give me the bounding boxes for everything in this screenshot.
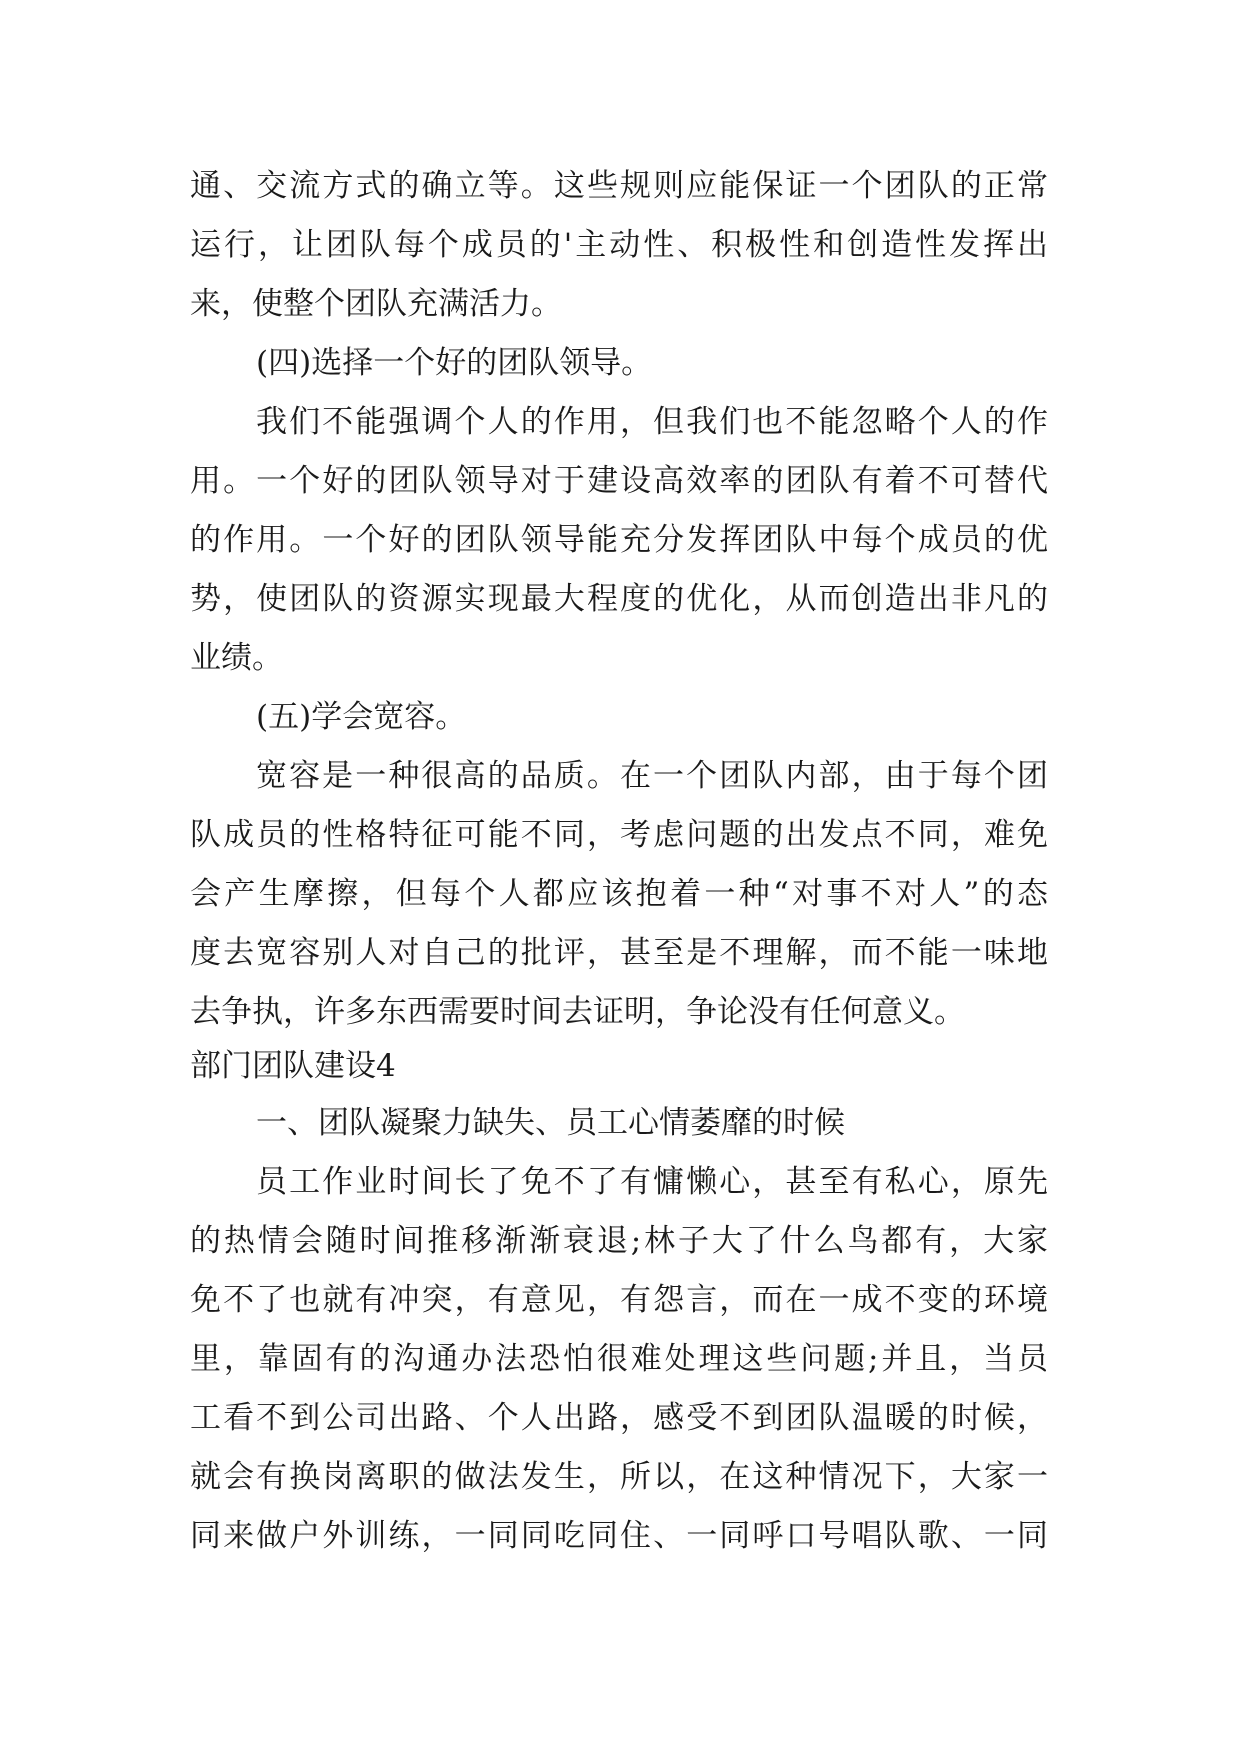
text-line: 会产生摩擦，但每个人都应该抱着一种“对事不对人”的态 xyxy=(190,876,1048,912)
text-line: 就会有换岗离职的做法发生，所以，在这种情况下，大家一 xyxy=(190,1459,1048,1495)
section-heading: (五)学会宽容。 xyxy=(256,699,467,735)
text-line: 用。一个好的团队领导对于建设高效率的团队有着不可替代 xyxy=(190,463,1048,499)
section-heading: (四)选择一个好的团队领导。 xyxy=(256,345,653,381)
text-line: 工看不到公司出路、个人出路，感受不到团队温暖的时候， xyxy=(190,1400,1048,1436)
section-title: 部门团队建设4 xyxy=(190,1048,396,1084)
text-line: 势，使团队的资源实现最大程度的优化，从而创造出非凡的 xyxy=(190,581,1048,617)
text-line: 里，靠固有的沟通办法恐怕很难处理这些问题;并且，当员 xyxy=(190,1341,1048,1377)
text-line: 去争执，许多东西需要时间去证明，争论没有任何意义。 xyxy=(190,994,965,1030)
text-line: 我们不能强调个人的作用，但我们也不能忽略个人的作 xyxy=(256,404,1048,440)
text-line: 来，使整个团队充满活力。 xyxy=(190,286,562,322)
text-line: 宽容是一种很高的品质。在一个团队内部，由于每个团 xyxy=(256,758,1048,794)
text-line: 业绩。 xyxy=(190,640,283,676)
section-heading: 一、团队凝聚力缺失、员工心情萎靡的时候 xyxy=(256,1105,845,1141)
text-line: 队成员的性格特征可能不同，考虑问题的出发点不同，难免 xyxy=(190,817,1048,853)
text-line: 免不了也就有冲突，有意见，有怨言，而在一成不变的环境 xyxy=(190,1282,1048,1318)
text-line: 同来做户外训练，一同同吃同住、一同呼口号唱队歌、一同 xyxy=(190,1518,1048,1554)
text-line: 员工作业时间长了免不了有慵懒心，甚至有私心，原先 xyxy=(256,1164,1048,1200)
text-line: 的热情会随时间推移渐渐衰退;林子大了什么鸟都有，大家 xyxy=(190,1223,1048,1259)
text-line: 的作用。一个好的团队领导能充分发挥团队中每个成员的优 xyxy=(190,522,1048,558)
text-line: 通、交流方式的确立等。这些规则应能保证一个团队的正常 xyxy=(190,168,1048,204)
text-line: 运行，让团队每个成员的'主动性、积极性和创造性发挥出 xyxy=(190,227,1048,263)
text-line: 度去宽容别人对自己的批评，甚至是不理解，而不能一味地 xyxy=(190,935,1048,971)
